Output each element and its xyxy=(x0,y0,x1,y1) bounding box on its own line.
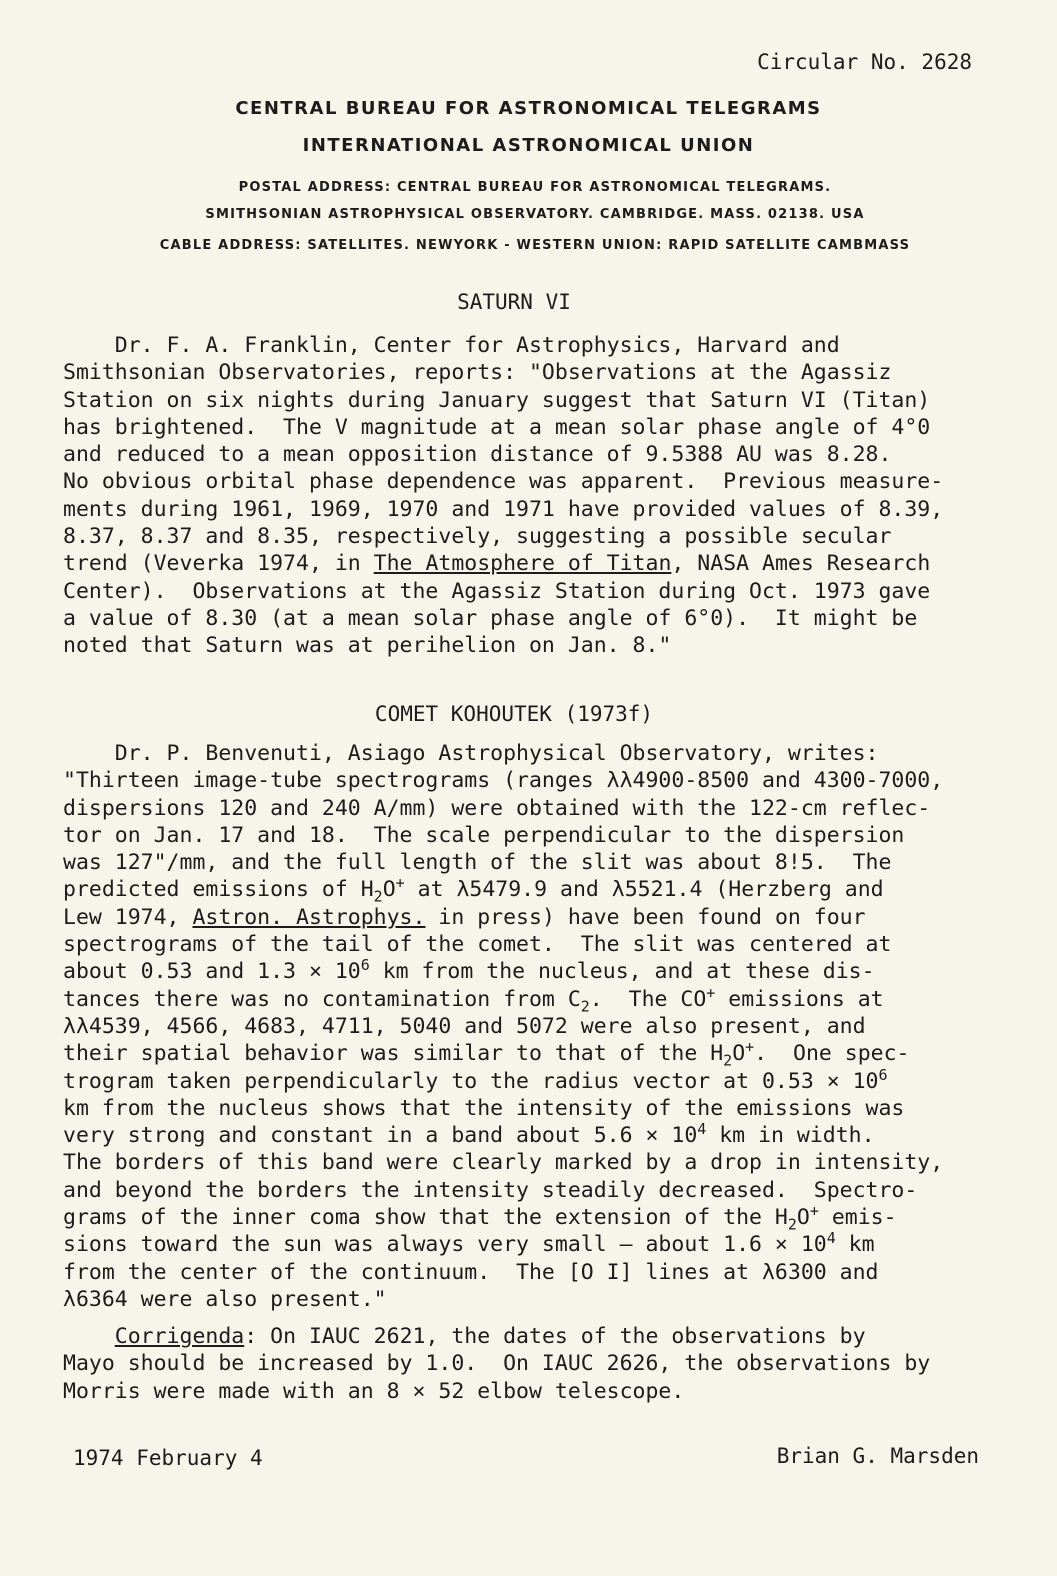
comet-text-part: emis- sions toward the sun was always very small — about 1.6 × 10 xyxy=(63,1205,897,1258)
superscript: 6 xyxy=(878,1065,888,1084)
corrigenda-label: Corrigenda xyxy=(114,1324,245,1349)
subscript: 2 xyxy=(373,887,383,906)
comet-text-part: km in width. The borders of this band were clearly marked by a drop in intensity, and beyond the borders the intensity steadily decreased. Spectro- grams of the inner coma show that the extension of the H xyxy=(63,1123,944,1231)
corrigenda-indent xyxy=(63,1324,115,1349)
superscript: 6 xyxy=(360,956,370,975)
superscript: + xyxy=(809,1201,819,1220)
saturn-section-title: SATURN VI xyxy=(457,290,571,314)
cable-address-line: CABLE ADDRESS: SATELLITES. NEWYORK - WESTERN UNION: RAPID SATELLITE CAMBMASS xyxy=(159,238,911,253)
bureau-name-heading: CENTRAL BUREAU FOR ASTRONOMICAL TELEGRAMS xyxy=(235,98,822,119)
saturn-report-paragraph xyxy=(63,332,1003,660)
comet-text-part: Dr. P. Benvenuti, Asiago Astrophysical Observatory, writes: "Thirteen image-tube spectrograms (ranges λλ4900-8500 and 4300-7000, dispersions 120 and 240 A/mm) were obtained with the 122-cm reflec- tor on Jan. 17 and 18. The scale perpendicular to the dispersion was 127"/mm, and the full length of the slit was about 8!5. The predicted emissions of H xyxy=(63,741,944,903)
cited-journal-title: Astron. Astrophys. xyxy=(192,904,426,930)
comet-text-part: km from the nucleus, and at these dis- tances there was no contamination from C xyxy=(63,959,875,1012)
corrigenda-paragraph xyxy=(63,1323,1003,1405)
subscript: 2 xyxy=(787,1215,797,1234)
union-name-heading: INTERNATIONAL ASTRONOMICAL UNION xyxy=(302,135,755,156)
comet-text-part: O xyxy=(732,1041,746,1067)
comet-section-title: COMET KOHOUTEK (1973f) xyxy=(374,702,654,726)
comet-text-part: in press) have been found on four spectrograms of the tail of the comet. The slit was centered at about 0.53 and 1.3 × 10 xyxy=(63,904,892,985)
comet-text-part: at λ5479.9 and λ5521.4 (Herzberg and Lew 1974, xyxy=(63,877,884,930)
saturn-text-part-2: , NASA Ames Research Center). Observations at the Agassiz Station during Oct. 1973 gave a value of 8.30 (at a mean solar phase angle of 6°0). It might be noted that Saturn was at perihelion on Jan. 8." xyxy=(63,551,931,659)
circular-number: Circular No. 2628 xyxy=(757,50,972,74)
subscript: 2 xyxy=(580,996,590,1015)
postal-address-line-1: POSTAL ADDRESS: CENTRAL BUREAU FOR ASTRONOMICAL TELEGRAMS. xyxy=(238,180,832,195)
corrigenda-text: : On IAUC 2621, the dates of the observations by Mayo should be increased by 1.0. On IAUC 2626, the observations by Morris were made with an 8 × 52 elbow telescope. xyxy=(63,1324,931,1404)
superscript: 4 xyxy=(697,1120,707,1138)
comet-report-paragraph xyxy=(63,740,1003,1313)
superscript: + xyxy=(706,983,716,1002)
comet-text-part: O xyxy=(796,1205,810,1231)
comet-text-part: emissions at λλ4539, 4566, 4683, 4711, 5040 and 5072 were also present, and their spatial behavior was similar to that of the H xyxy=(63,986,884,1067)
comet-text-part: . The CO xyxy=(589,986,707,1012)
comet-text-part: . One spec- trogram taken perpendicularly to the radius vector at 0.53 × 10 xyxy=(63,1041,910,1094)
cited-book-title: The Atmosphere of Titan xyxy=(373,551,672,577)
signature-name: Brian G. Marsden xyxy=(776,1444,979,1468)
saturn-text-part-1: Dr. F. A. Franklin, Center for Astrophysics, Harvard and Smithsonian Observatories, reports: "Observations at the Agassiz Station on six nights during January suggest that Saturn VI (Titan) has brightened. The V magnitude at a mean solar phase angle of 4°0 and reduced to a mean opposition distance of 9.5388 AU was 8.28. No obvious orbital phase dependence was apparent. Previous measure- ments during 1961, 1969, 1970 and 1971 have provided values of 8.39, 8.37, 8.37 and 8.35, respectively, suggesting a possible secular trend (Veverka 1974, in xyxy=(63,333,944,577)
postal-address-line-2: SMITHSONIAN ASTROPHYSICAL OBSERVATORY. CAMBRIDGE. MASS. 02138. USA xyxy=(205,207,865,222)
subscript: 2 xyxy=(723,1051,733,1070)
comet-text-part: O xyxy=(382,877,396,903)
superscript: + xyxy=(745,1038,755,1057)
superscript: + xyxy=(395,874,405,893)
comet-text-part: km from the center of the continuum. The [O I] lines at λ6300 and λ6364 were also present." xyxy=(63,1232,879,1312)
issue-date: 1974 February 4 xyxy=(73,1446,263,1470)
comet-text-part: km from the nucleus shows that the intensity of the emissions was very strong and constant in a band about 5.6 × 10 xyxy=(63,1095,905,1149)
superscript: 4 xyxy=(826,1229,836,1248)
